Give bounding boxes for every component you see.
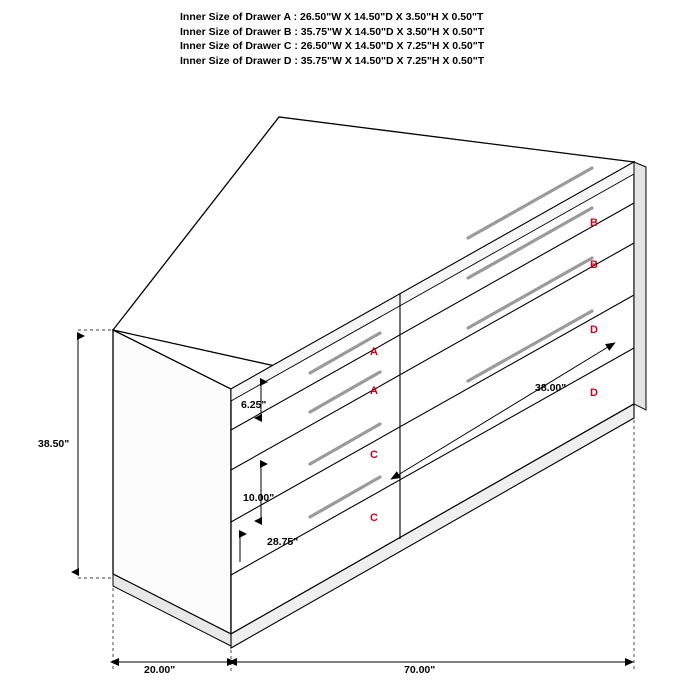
dresser-right-end-panel [634,162,646,410]
drawer-letter-d1: D [590,324,598,336]
drawer-letter-d2: D [590,387,598,399]
drawer-letter-a2: A [370,385,378,397]
drawer-letter-c1: C [370,449,378,461]
dimension-height [38,330,113,578]
dimension-drawer-small-label: 6.25" [241,399,267,411]
drawer-letter-b2: B [590,259,598,271]
dimension-height-label: 38.50" [38,438,70,450]
dimension-drawer-span-label: 28.75" [267,536,299,548]
drawer-letter-b1: B [590,217,598,229]
dimension-diagonal-label: 38.00" [535,382,567,394]
dimension-drawer-large-label: 10.00" [243,492,275,504]
drawer-letter-a1: A [370,346,378,358]
dimension-width-label: 70.00" [404,664,436,676]
dresser-left-side-panel [113,330,231,646]
spec-line-c: Inner Size of Drawer C : 26.50"W X 14.50"D X 7.25"H X 0.50"T [180,40,485,52]
spec-line-b: Inner Size of Drawer B : 35.75"W X 14.50"D X 3.50"H X 0.50"T [180,25,485,38]
drawer-letter-c2: C [370,512,378,524]
dimension-depth-label: 20.00" [144,664,176,676]
spec-line-a: Inner Size of Drawer A : 26.50"W X 14.50"D X 3.50"H X 0.50"T [180,11,484,23]
spec-line-d: Inner Size of Drawer D : 35.75"W X 14.50"D X 7.25"H X 0.50"T [180,54,485,67]
